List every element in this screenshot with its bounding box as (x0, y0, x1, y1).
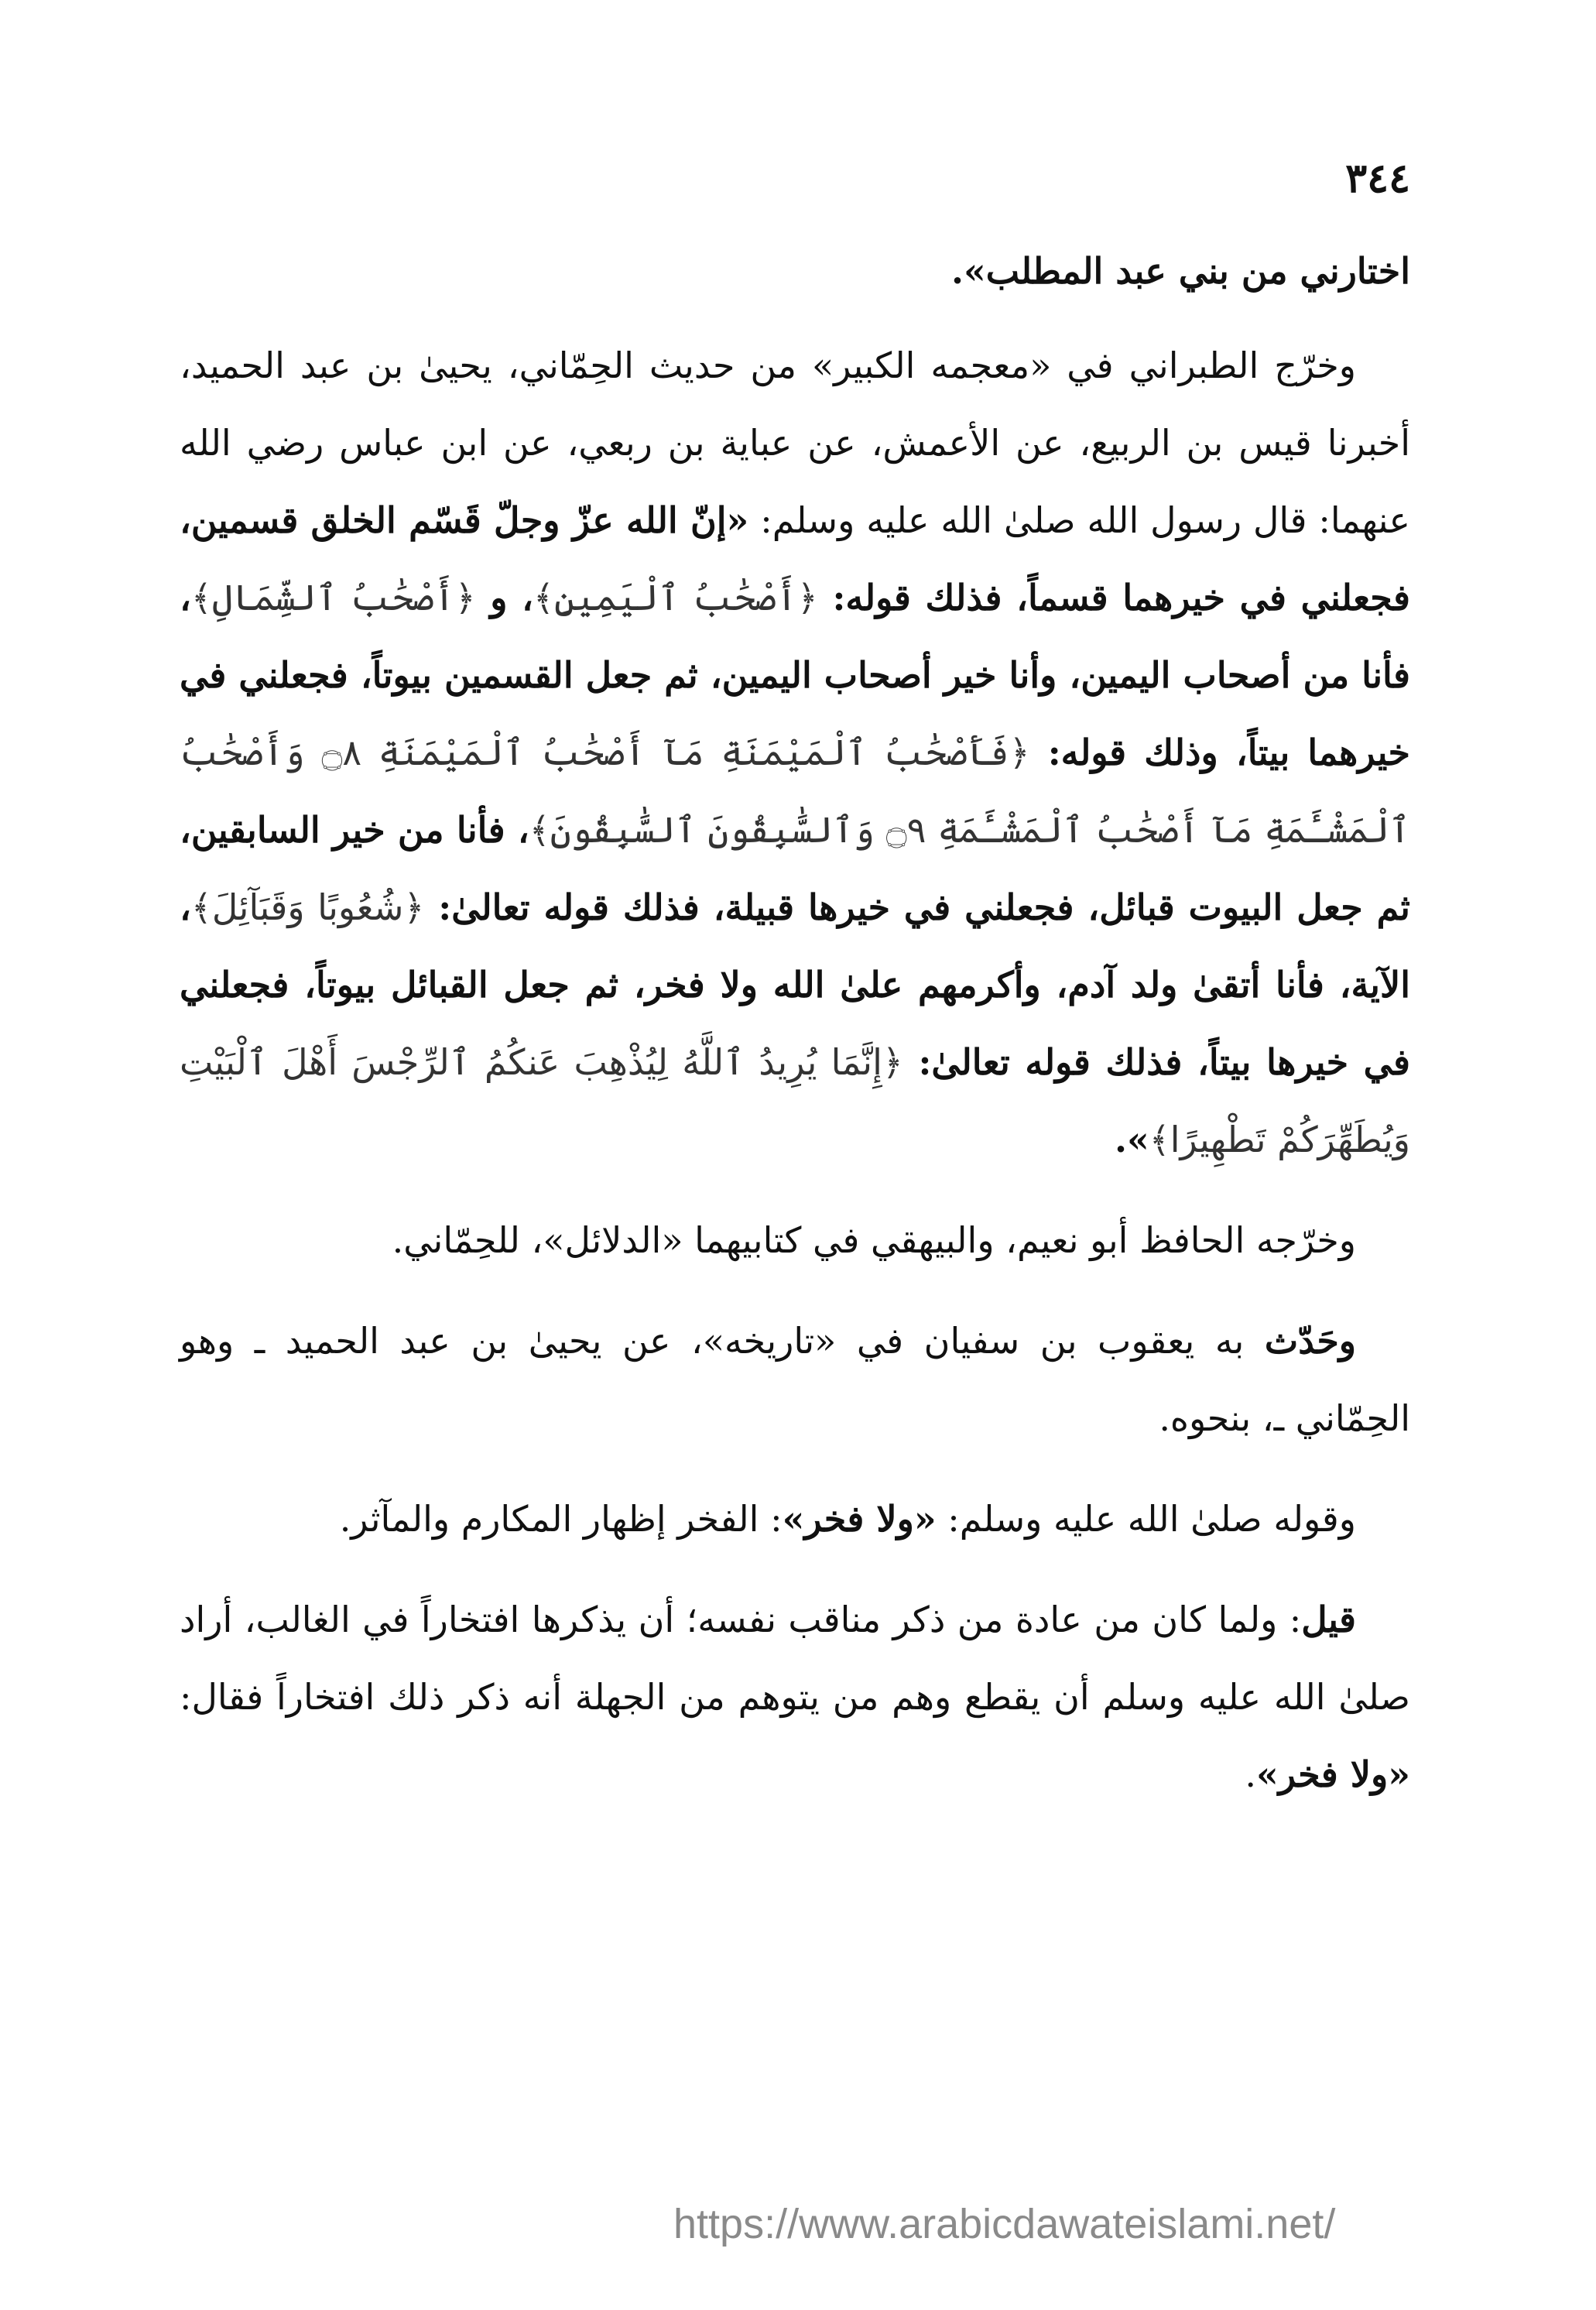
text-body (180, 232, 1410, 1836)
quran-verse: ﴿شُعُوبًا وَقَبَآئِلَ﴾ (190, 886, 425, 928)
hadith-text: ، الآية، فأنا أتقىٰ ولد آدم، وأكرمهم علىٰ الله ولا فخر، ثم جعل القبائل بيوتاً، فجعلني في خيرها بيتاً، فذلك قوله تعالىٰ: (180, 886, 1411, 1083)
text-span: به يعقوب بن سفيان في «تاريخه»، عن يحيىٰ بن عبد الحميد ـ وهو الحِمّاني ـ، بنحوه. (180, 1320, 1410, 1439)
page-number: ٣٤٤ (1345, 155, 1410, 202)
text-span: وخرّج الطبراني في «معجمه الكبير» من حديث الحِمّاني، يحيىٰ بن عبد الحميد، أخبرنا قيس بن الربيع، عن الأعمش، عن عباية بن ربعي، عن ابن عباس رضي الله عنهما: قال رسول الله صلىٰ الله عليه وسلم: (180, 344, 1411, 541)
paragraph-3 (180, 1201, 1410, 1279)
paragraph-5 (180, 1480, 1410, 1558)
hadith-text: ». (1115, 1119, 1149, 1160)
quran-verse: ﴿أَصْحَٰبُ ٱلْيَمِينِ﴾ (533, 577, 818, 619)
paragraph-6 (180, 1581, 1410, 1813)
text-span: اختارني من بني عبد المطلب». (951, 250, 1410, 292)
text-span: وحَدّث (1264, 1320, 1356, 1362)
quran-verse: ﴿فَأَصْحَٰبُ ٱلْمَيْمَنَةِ مَآ أَصْحَٰبُ ٱلْمَيْمَنَةِ ۝٨ وَأَصْحَٰبُ ٱلْمَشْـَٔمَةِ مَآ أَصْحَٰبُ ٱلْمَشْـَٔمَةِ ۝٩ وَٱلسَّٰبِقُونَ ٱلسَّٰبِقُونَ﴾ (180, 732, 1410, 851)
footer-url: https://www.arabicdawateislami.net/ (673, 2201, 1336, 2247)
text-span: : الفخر إظهار المكارم والمآثر. (339, 1498, 783, 1540)
text-span: وقوله صلىٰ الله عليه وسلم: (936, 1498, 1356, 1540)
hadith-text: ، فأنا من أصحاب اليمين، وأنا خير أصحاب اليمين، ثم جعل القسمين بيوتاً، فجعلني في خيرهما بيتاً، وذلك قوله: (180, 577, 1410, 773)
paragraph-4 (180, 1302, 1410, 1457)
hadith-text: ، و (475, 577, 534, 619)
text-span: وخرّجه الحافظ أبو نعيم، والبيهقي في كتابيهما «الدلائل»، للحِمّاني. (392, 1219, 1356, 1261)
quran-verse: ﴿إِنَّمَا يُرِيدُ ٱللَّهُ لِيُذْهِبَ عَنكُمُ ٱلرِّجْسَ أَهْلَ ٱلْبَيْتِ وَيُطَهِّرَكُمْ تَطْهِيرًا﴾ (180, 1041, 1410, 1160)
quran-verse: ﴿أَصْحَٰبُ ٱلشِّمَالِ﴾ (190, 577, 476, 619)
text-span: : ولما كان من عادة من ذكر مناقب نفسه؛ أن يذكرها افتخاراً في الغالب، أراد صلىٰ الله عليه وسلم أن يقطع وهم من يتوهم من الجهلة أنه ذكر ذلك افتخاراً فقال: (180, 1599, 1410, 1718)
paragraph-1 (180, 232, 1410, 310)
hadith-text: «إنّ الله عزّ وجلّ قَسّم الخلق قسمين، فجعلني في خيرهما قسماً، فذلك قوله: (180, 499, 1410, 619)
text-span: . (1245, 1753, 1256, 1795)
text-span: «ولا فخر» (782, 1498, 937, 1540)
text-span: قيل (1301, 1599, 1356, 1640)
hadith-text: ، فأنا من خير السابقين، ثم جعل البيوت قبائل، فجعلني في خيرها قبيلة، فذلك قوله تعالىٰ: (180, 809, 1410, 928)
paragraph-2 (180, 327, 1410, 1178)
text-span: «ولا فخر» (1255, 1753, 1410, 1795)
